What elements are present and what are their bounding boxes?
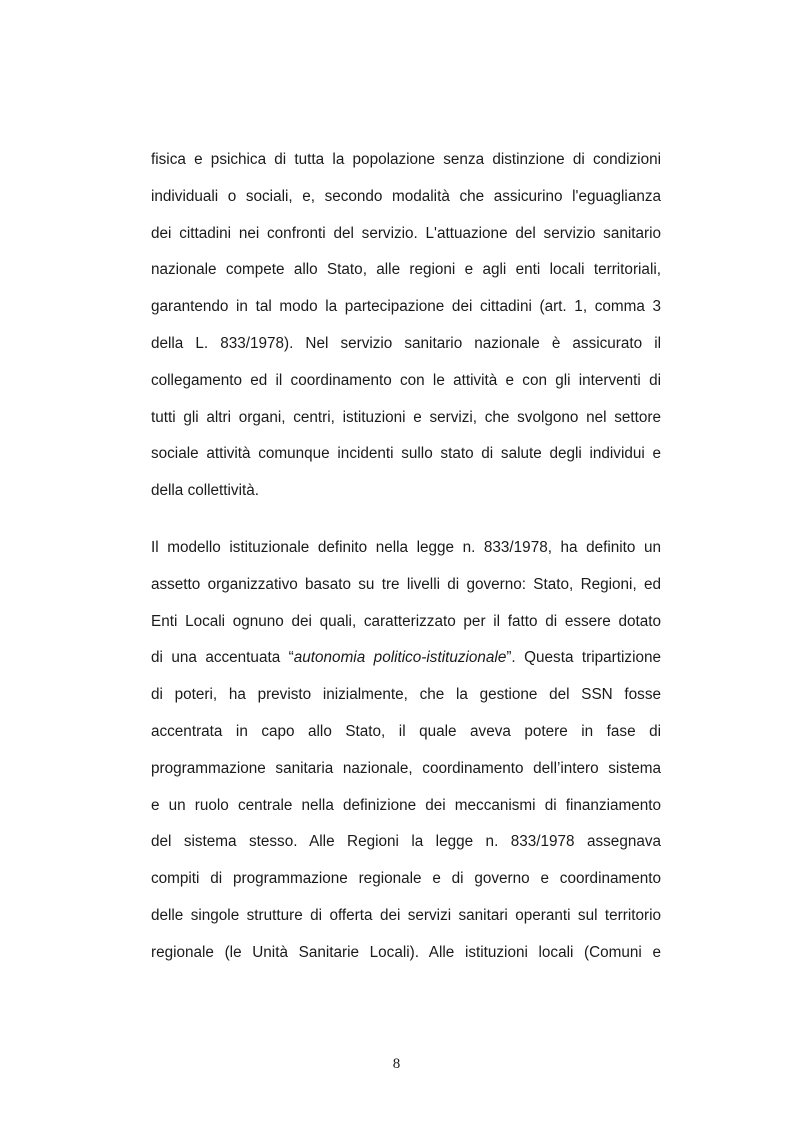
text-line: Il modello istituzionale definito nella legge n. 833/1978, ha definito un: [151, 539, 661, 556]
text-line: di poteri, ha previsto inizialmente, che la gestione del SSN fosse: [151, 686, 661, 704]
text-line: della L. 833/1978). Nel servizio sanitario nazionale è assicurato il: [151, 334, 661, 352]
text-segment: di una accentuata “: [151, 649, 294, 667]
text-line: garantendo in tal modo la partecipazione dei cittadini (art. 1, comma 3: [151, 298, 661, 316]
emphasized-term: autonomia politico-istituzionale: [293, 649, 507, 667]
text-line: fisica e psichica di tutta la popolazione senza distinzione di condizioni: [151, 151, 661, 168]
text-line: individuali o sociali, e, secondo modalità che assicurino l'eguaglianza: [151, 187, 661, 205]
text-line: del sistema stesso. Alle Regioni la legge n. 833/1978 assegnava: [151, 833, 661, 851]
paragraph-1: [151, 142, 661, 510]
text-line: [151, 640, 661, 677]
text-line: Enti Locali ognuno dei quali, caratterizzato per il fatto di essere dotato: [151, 612, 661, 630]
text-segment: ”. Questa tripartizione: [506, 649, 661, 667]
text-line: della collettività.: [151, 482, 259, 500]
paragraph-2: [151, 530, 661, 972]
text-line: collegamento ed il coordinamento con le attività e con gli interventi di: [151, 371, 661, 389]
text-line: e un ruolo centrale nella definizione dei meccanismi di finanziamento: [151, 796, 661, 814]
text-line: delle singole strutture di offerta dei servizi sanitari operanti sul territorio: [151, 906, 661, 924]
text-line: nazionale compete allo Stato, alle regioni e agli enti locali territoriali,: [151, 261, 661, 279]
page-number: 8: [392, 1056, 401, 1072]
text-line: accentrata in capo allo Stato, il quale aveva potere in fase di: [151, 722, 661, 740]
text-line: assetto organizzativo basato su tre livelli di governo: Stato, Regioni, ed: [151, 575, 661, 593]
text-line: compiti di programmazione regionale e di governo e coordinamento: [151, 870, 661, 888]
text-line: programmazione sanitaria nazionale, coordinamento dell’intero sistema: [151, 759, 661, 777]
text-line: dei cittadini nei confronti del servizio. L'attuazione del servizio sanitario: [151, 224, 661, 242]
text-line: tutti gli altri organi, centri, istituzioni e servizi, che svolgono nel settore: [151, 408, 661, 426]
text-line: sociale attività comunque incidenti sullo stato di salute degli individui e: [151, 445, 661, 463]
text-line: regionale (le Unità Sanitarie Locali). Alle istituzioni locali (Comuni e: [151, 943, 661, 961]
